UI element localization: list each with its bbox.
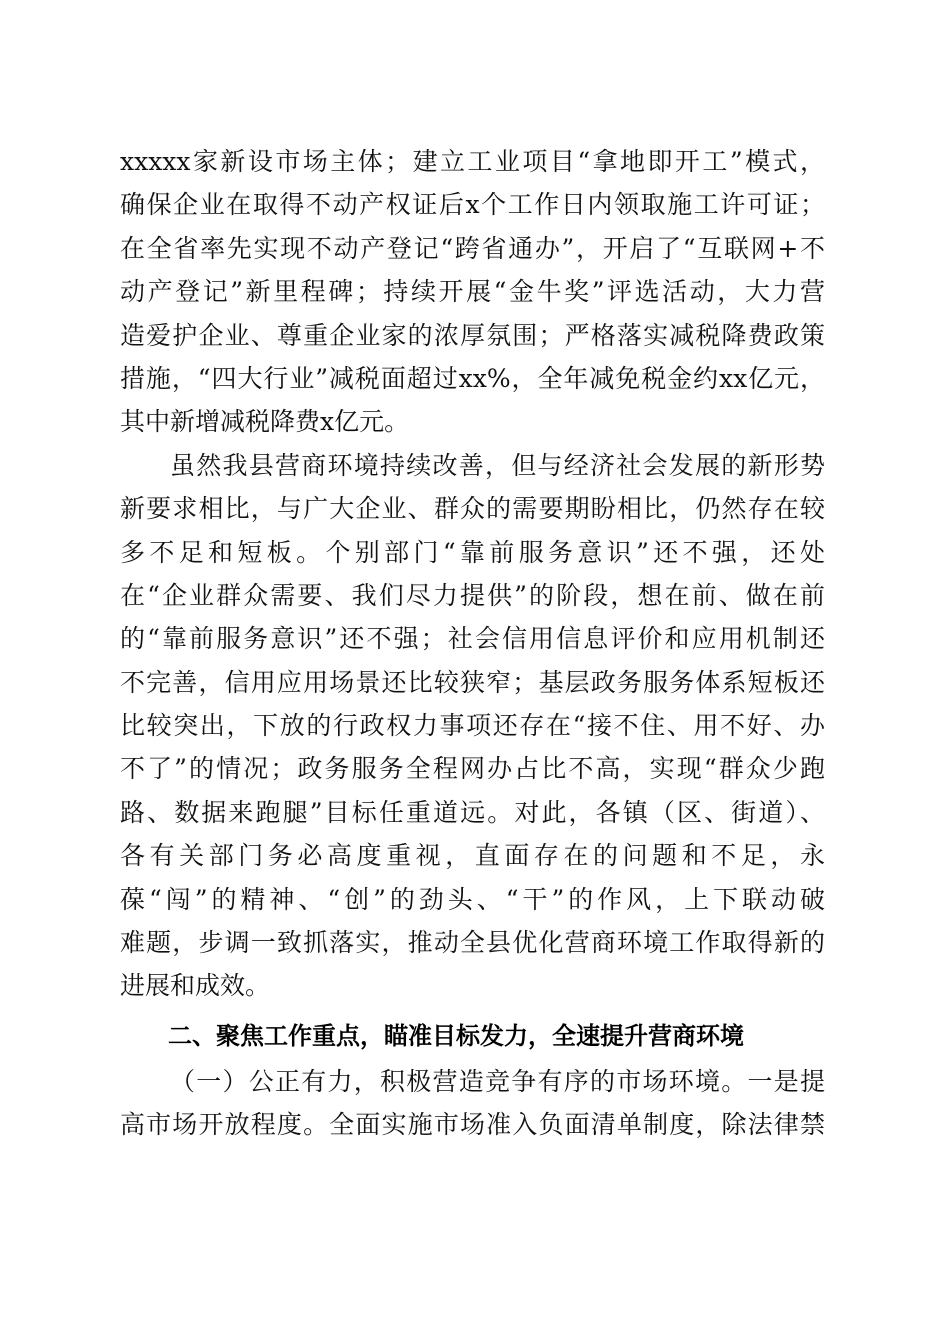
document-body	[120, 140, 825, 1147]
text-line: xxxxx家新设市场主体；建立工业项目“拿地即开工”模式，	[120, 147, 825, 176]
text-line: 进展和成效。	[120, 971, 271, 1001]
text-line: 路、数据来跑腿”目标任重道远。对此，各镇（区、街道）、	[120, 797, 825, 827]
paragraph-tax-achievements	[120, 140, 825, 444]
text-line: 确保企业在取得不动产权证后x个工作日内领取施工许可证；	[120, 190, 825, 220]
paragraph-shortcomings	[120, 444, 825, 1008]
text-line: 造爱护企业、尊重企业家的浓厚氛围；严格落实减税降费政策	[120, 320, 825, 350]
text-line: 不完善，信用应用场景还比较狭窄；基层政务服务体系短板还	[120, 667, 825, 697]
text-line: 措施，“四大行业”减税面超过xx%，全年减免税金约xx亿元，	[120, 363, 825, 393]
text-line: 葆“闯”的精神、“创”的劲头、“干”的作风，上下联动破	[120, 884, 825, 914]
text-line: 在全省率先实现不动产登记“跨省通办”，开启了“互联网+不	[120, 233, 825, 263]
text-line: 高市场开放程度。全面实施市场准入负面清单制度，除法律禁	[120, 1110, 825, 1140]
text-line: 不了”的情况；政务服务全程网办占比不高，实现“群众少跑	[120, 754, 825, 784]
text-line: 在“企业群众需要、我们尽力提供”的阶段，想在前、做在前	[120, 580, 825, 610]
text-line: 比较突出，下放的行政权力事项还存在“接不住、用不好、办	[120, 711, 825, 741]
text-line: 虽然我县营商环境持续改善，但与经济社会发展的新形势	[170, 450, 825, 480]
text-line: 其中新增减税降费x亿元。	[120, 407, 410, 437]
paragraph-market-environment	[120, 1060, 825, 1147]
text-line: 新要求相比，与广大企业、群众的需要期盼相比，仍然存在较	[120, 494, 825, 524]
text-line: （一）公正有力，积极营造竞争有序的市场环境。一是提	[170, 1066, 825, 1096]
text-line: 动产登记”新里程碑；持续开展“金牛奖”评选活动，大力营	[120, 277, 825, 307]
text-line: 各有关部门务必高度重视，直面存在的问题和不足，永	[120, 841, 825, 871]
text-line: 难题，步调一致抓落实，推动全县优化营商环境工作取得新的	[120, 928, 825, 958]
section-heading: 二、聚焦工作重点，瞄准目标发力，全速提升营商环境	[168, 1021, 744, 1050]
text-line: 多不足和短板。个别部门“靠前服务意识”还不强，还处	[120, 537, 825, 567]
text-line: 的“靠前服务意识”还不强；社会信用信息评价和应用机制还	[120, 624, 825, 654]
